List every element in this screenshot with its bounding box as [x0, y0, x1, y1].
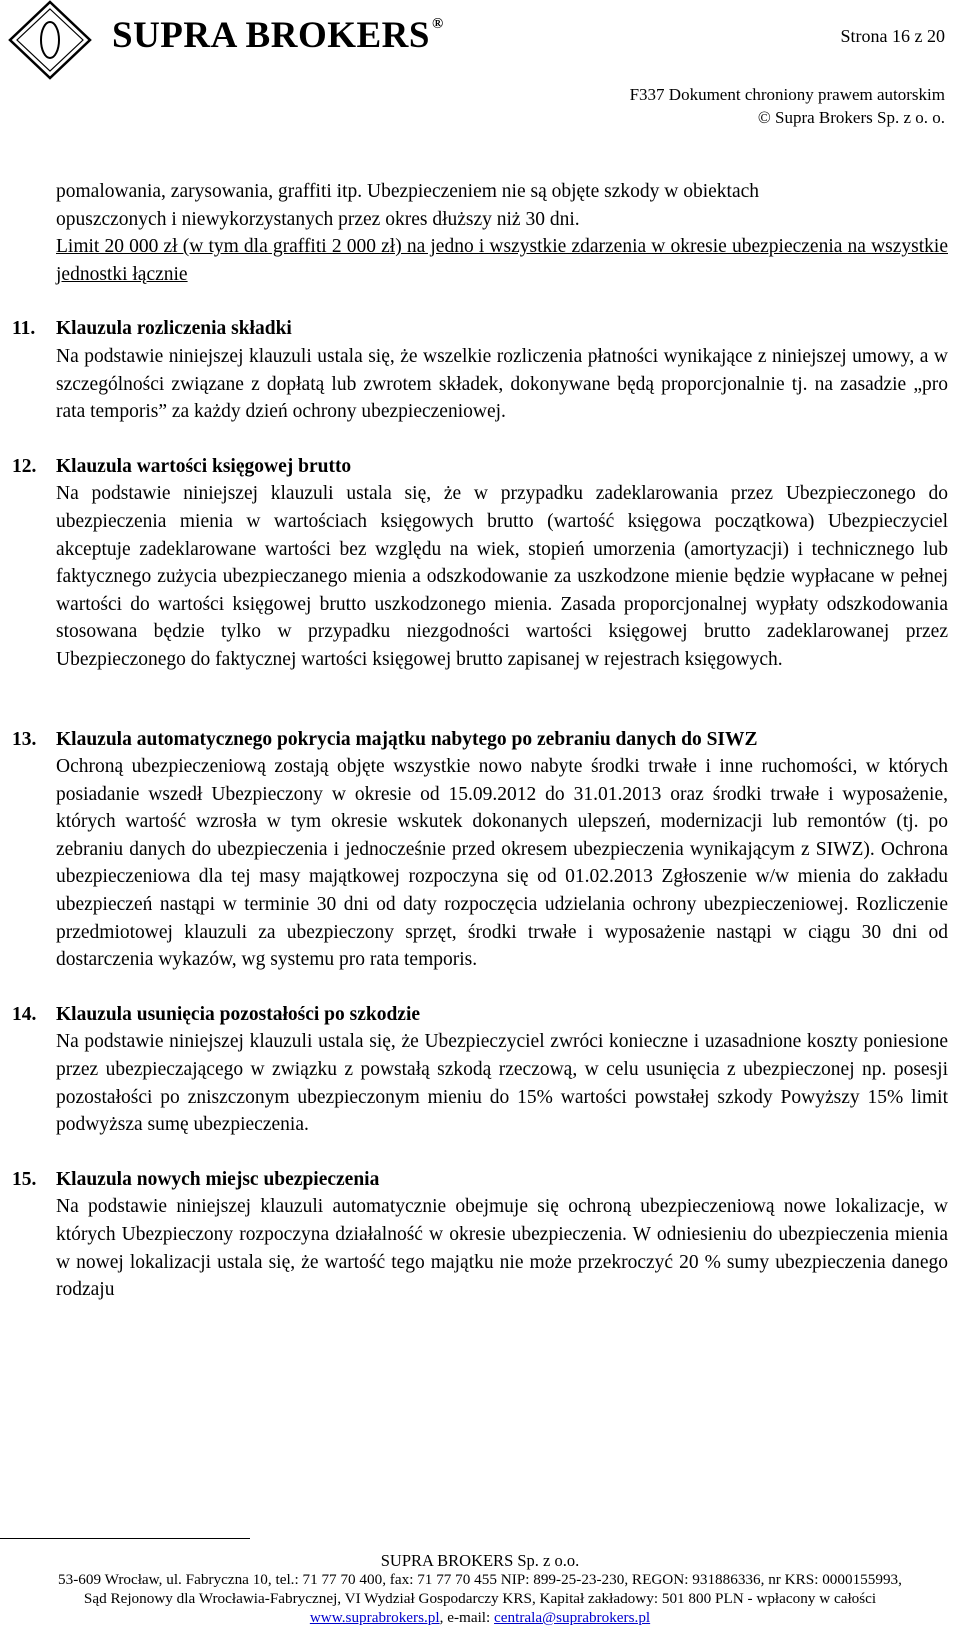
section-title: Klauzula nowych miejsc ubezpieczenia [56, 1168, 380, 1190]
supra-brokers-logo-icon [8, 0, 116, 80]
section-heading [12, 453, 948, 481]
page-header [0, 0, 960, 140]
section-15 [12, 1166, 948, 1304]
intro-line-1: pomalowania, zarysowania, graffiti itp. Ubezpieczeniem nie są objęte szkody w obiektach [56, 181, 760, 202]
page-footer [0, 1551, 960, 1627]
intro-line-2: opuszczonych i niewykorzystanych przez okres dłuższy niż 30 dni. [56, 208, 580, 230]
section-number: 13. [12, 728, 37, 750]
limit-statement: Limit 20 000 zł (w tym dla graffiti 2 000 zł) na jedno i wszystkie zdarzenia w okresie ubezpieczenia na wszystkie jednostki łącznie [56, 236, 948, 285]
section-title: Klauzula usunięcia pozostałości po szkodzie [56, 1003, 421, 1025]
document-reference [630, 83, 945, 129]
section-heading [12, 1166, 948, 1194]
section-text: Ochroną ubezpieczeniową zostają objęte wszystkie nowo nabyte środki trwałe i inne ruchomości, w których posiadanie wszedł Ubezpieczony w okresie od 15.09.2012 do 31.01.2013 oraz środki trwałe i wyposażenie, których wartość wzrosła w tym okresie wskutek dokonanych ulepszeń, modernizacji lub remontów (tj. po zebraniu danych do ubezpieczenia i jednocześnie przed okresem ubezpieczenia wynikającym z SIWZ). Ochrona ubezpieczeniowa dla tej masy majątkowej rozpoczyna się od 01.02.2013 Zgłoszenie w/w mienia do zakładu ubezpieczeń nastąpi w terminie 30 dni od daty rozpoczęcia udzielania ochrony ubezpieczeniowej. Rozliczenie przedmiotowej klauzuli za ubezpieczony sprzęt, środki trwałe i wyposażenie nastąpi w ciągu 30 dni od dostarczenia wykazów, wg systemu pro rata temporis. [56, 756, 948, 971]
copyright-notice: F337 Dokument chroniony prawem autorskim [629, 85, 945, 104]
section-number: 12. [12, 455, 37, 477]
brand-name: SUPRA BROKERS ® [112, 15, 444, 56]
section-number: 14. [12, 1003, 37, 1025]
section-heading [12, 1001, 948, 1029]
section-text: Na podstawie niniejszej klauzuli automatycznie obejmuje się ochroną ubezpieczeniową nowe lokalizacje, w których Ubezpieczony rozpoczyna działalność w okresie ubezpieczenia. W odniesieniu do ubezpieczenia mienia w nowej lokalizacji ustala się, że wartość tego majątku nie może przekroczyć 20 % sumy ubezpieczenia danego rodzaju [56, 1196, 948, 1301]
email-link[interactable]: centrala@suprabrokers.pl [494, 1609, 651, 1626]
section-text: Na podstawie niniejszej klauzuli ustala się, że wszelkie rozliczenia płatności wynikające z niniejszej umowy, a w szczególności związane z dopłatą lub zwrotem składek, dokonywane będą proporcjonalnie tj. na zasadzie „pro rata temporis” za każdy dzień ochrony ubezpieczeniowej. [56, 345, 948, 423]
page-number: Strona 16 z 20 [840, 26, 945, 46]
footer-divider [0, 1538, 250, 1539]
section-title: Klauzula wartości księgowej brutto [56, 455, 352, 477]
section-text: Na podstawie niniejszej klauzuli ustala się, że Ubezpieczyciel zwróci konieczne i uzasadnione koszty poniesione przez ubezpieczającego w związku z powstałą szkodą rzeczową, w celu usunięcia z ubezpieczonej np. posesji pozostałości po zniszczonym ubezpieczonym mieniu do 15% wartości powstałej szkody Powyższy 15% limit podwyższa sumę ubezpieczenia. [56, 1031, 948, 1136]
copyright-owner: © Supra Brokers Sp. z o. o. [757, 108, 945, 127]
footer-contact [0, 1608, 960, 1627]
section-number: 11. [12, 318, 36, 340]
section-11 [12, 315, 948, 425]
website-link[interactable]: www.suprabrokers.pl [309, 1609, 440, 1626]
section-heading [12, 726, 948, 754]
document-body [12, 178, 948, 1304]
section-12 [12, 453, 948, 674]
footer-registry: Sąd Rejonowy dla Wrocławia-Fabrycznej, VI Wydział Gospodarczy KRS, Kapitał zakładowy: 501 800 PLN - wpłacony w całości [83, 1590, 877, 1607]
footer-company: SUPRA BROKERS Sp. z o.o. [380, 1551, 580, 1570]
registered-mark: ® [431, 15, 444, 32]
footer-address: 53-609 Wrocław, ul. Fabryczna 10, tel.: 71 77 70 400, fax: 71 77 70 455 NIP: 899-25-23-230, REGON: 931886336, nr KRS: 0000155993, [58, 1571, 902, 1588]
section-text: Na podstawie niniejszej klauzuli ustala się, że w przypadku zadeklarowania przez Ubezpieczonego do ubezpieczenia mienia w wartościach księgowych brutto (wartość księgowa początkowa) Ubezpieczyciel akceptuje zadeklarowane wartości bez względu na wiek, stopień umorzenia (amortyzacji) i technicznego lub faktycznego zużycia ubezpieczanego mienia a odszkodowanie za uszkodzone mienie będzie wypłacane w pełnej wartości do wartości księgowej brutto uszkodzonego mienia. Zasada proporcjonalnej wypłaty odszkodowania stosowana będzie tylko w przypadku niezgodności wartości księgowej brutto zadeklarowanej przez Ubezpieczonego do faktycznej wartości księgowej brutto zapisanej w rejestrach księgowych. [56, 483, 948, 670]
section-14 [12, 1001, 948, 1139]
section-heading [12, 315, 948, 343]
section-title: Klauzula rozliczenia składki [56, 318, 292, 340]
email-label: , e-mail: [439, 1609, 495, 1626]
section-13 [12, 726, 948, 974]
section-title: Klauzula automatycznego pokrycia majątku nabytego po zebraniu danych do SIWZ [56, 728, 758, 750]
section-number: 15. [12, 1168, 37, 1190]
